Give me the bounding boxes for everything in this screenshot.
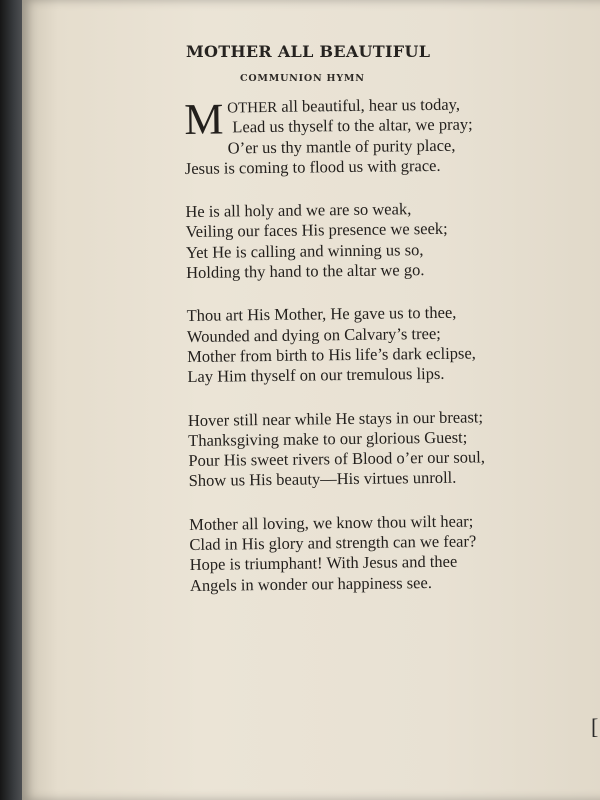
hymn-text [184,93,600,619]
hymn-line: O’er us thy mantle of purity place, [227,135,456,158]
hymn-line: Holding thy hand to the altar we go. [186,260,425,283]
hymn-line: Mother from birth to His life’s dark eclipse, [187,343,476,366]
stanza-1 [184,93,595,179]
first-line-rest: all beautiful, hear us today, [277,94,461,116]
hymn-line: Lay Him thyself on our tremulous lips. [187,364,445,387]
hymn-line: Thou art His Mother, He gave us to thee, [186,303,457,326]
stanza-3 [187,301,598,387]
hymn-line: Thanksgiving make to our glorious Guest; [188,427,468,450]
hymn-line: Veiling our faces His presence we seek; [185,219,448,242]
stanza-5 [189,510,600,596]
hymn-line: Show us His beauty—His virtues unroll. [188,468,457,491]
hymn-line: Hover still near while He stays in our breast; [187,406,484,430]
page-edge-bracket: [ [591,714,599,739]
stanza-2 [185,197,596,283]
hymn-line: Yet He is calling and winning us so, [185,239,424,262]
hymn-line: Wounded and dying on Calvary’s tree; [186,323,441,346]
page-subtitle: COMMUNION HYMN [240,73,365,84]
hymn-line: Pour His sweet rivers of Blood o’er our soul, [188,447,486,471]
page-title: MOTHER ALL BEAUTIFUL [186,42,431,61]
hymn-line: Jesus is coming to flood us with grace. [184,155,441,178]
first-word-caps: OTHER [227,99,278,117]
hymn-line: Clad in His glory and strength can we fear? [189,531,477,555]
drop-cap: M [183,94,224,144]
stanza-4 [188,406,599,492]
hymn-line: Hope is triumphant! With Jesus and thee [189,552,458,575]
hymn-line: Mother all loving, we know thou wilt hear; [189,511,474,534]
hymn-line: Lead us thyself to the altar, we pray; [232,114,473,137]
hymn-line: He is all holy and we are so weak, [185,199,412,222]
hymn-line: Angels in wonder our happiness see. [189,572,433,595]
